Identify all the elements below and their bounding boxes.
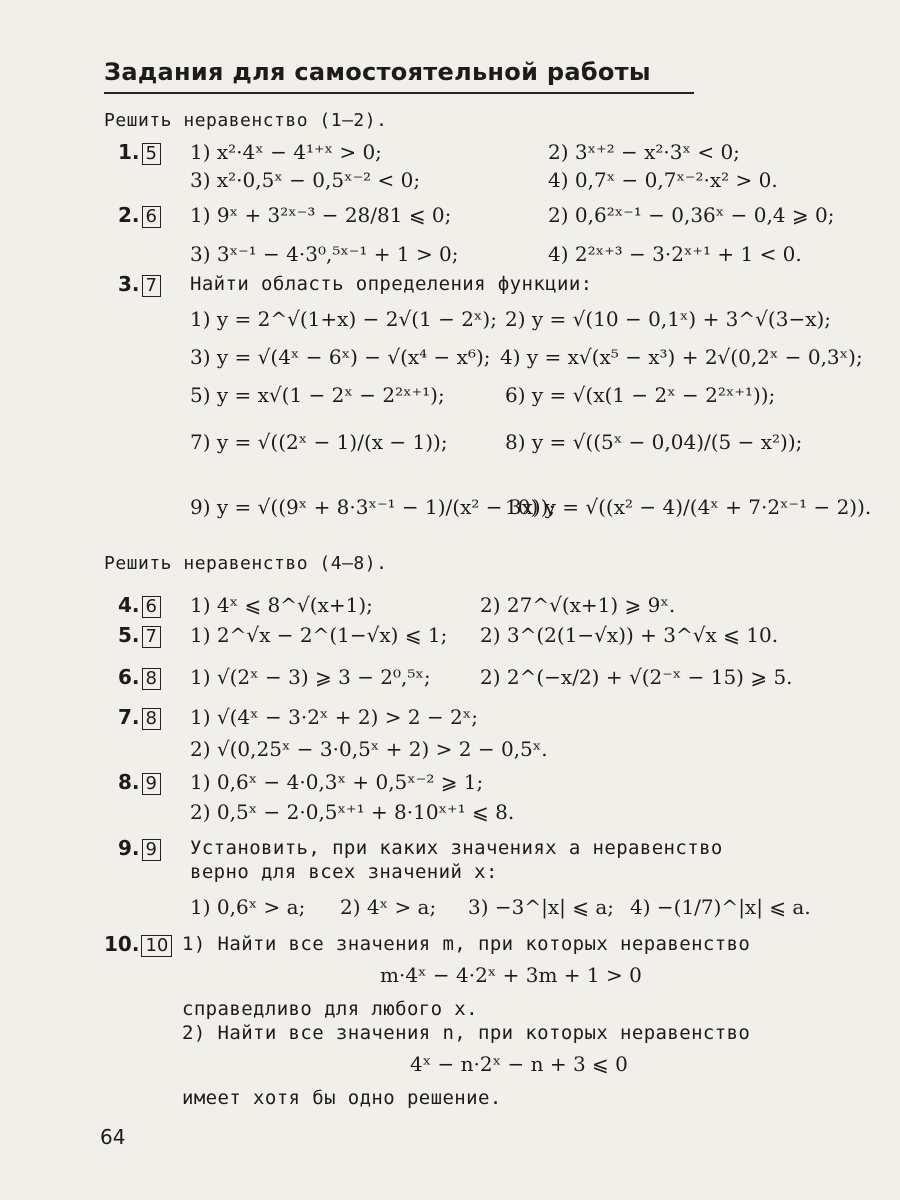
difficulty-box: 5 bbox=[142, 143, 161, 165]
problem-7-number: 7. 8 bbox=[118, 705, 161, 730]
problem-3-item-5: 5) y = x√(1 − 2ˣ − 2²ˣ⁺¹); bbox=[190, 383, 445, 407]
problem-3-item-4: 4) y = x√(x⁵ − x³) + 2√(0,2ˣ − 0,3ˣ); bbox=[500, 345, 863, 369]
difficulty-box: 8 bbox=[142, 668, 161, 690]
problem-1-item-3: 3) x²·0,5ˣ − 0,5ˣ⁻² < 0; bbox=[190, 168, 421, 192]
problem-9-item-4: 4) −(1/7)^|x| ⩽ a. bbox=[630, 895, 811, 919]
problem-2-item-1: 1) 9ˣ + 3²ˣ⁻³ − 28/81 ⩽ 0; bbox=[190, 203, 452, 227]
heading-underline bbox=[104, 92, 694, 94]
problem-3-item-6: 6) y = √(x(1 − 2ˣ − 2²ˣ⁺¹)); bbox=[505, 383, 776, 407]
problem-6-item-1: 1) √(2ˣ − 3) ⩾ 3 − 2⁰,⁵ˣ; bbox=[190, 665, 431, 689]
problem-9-item-1: 1) 0,6ˣ > a; bbox=[190, 895, 306, 919]
problem-1-item-1: 1) x²·4ˣ − 4¹⁺ˣ > 0; bbox=[190, 140, 382, 164]
problem-5-item-2: 2) 3^(2(1−√x)) + 3^√x ⩽ 10. bbox=[480, 623, 779, 647]
problem-9-number: 9. 9 bbox=[118, 836, 161, 861]
problem-2-item-3: 3) 3ˣ⁻¹ − 4·3⁰,⁵ˣ⁻¹ + 1 > 0; bbox=[190, 242, 459, 266]
problem-3-item-7: 7) y = √((2ˣ − 1)/(x − 1)); bbox=[190, 430, 448, 454]
difficulty-box: 7 bbox=[142, 626, 161, 648]
problem-4-item-1: 1) 4ˣ ⩽ 8^√(x+1); bbox=[190, 593, 373, 617]
difficulty-box: 10 bbox=[141, 935, 172, 957]
problem-9-item-2: 2) 4ˣ > a; bbox=[340, 895, 437, 919]
problem-8-item-2: 2) 0,5ˣ − 2·0,5ˣ⁺¹ + 8·10ˣ⁺¹ ⩽ 8. bbox=[190, 800, 515, 824]
problem-9-line-1: Установить, при каких значениях a неравенство bbox=[190, 837, 723, 859]
instruction-1-2: Решить неравенство (1—2). bbox=[104, 110, 388, 131]
problem-10-number: 10. 10 bbox=[104, 932, 172, 957]
problem-3-item-1: 1) y = 2^√(1+x) − 2√(1 − 2ˣ); bbox=[190, 307, 497, 331]
problem-3-item-8: 8) y = √((5ˣ − 0,04)/(5 − x²)); bbox=[505, 430, 803, 454]
page-number: 64 bbox=[100, 1125, 126, 1149]
problem-3-title: Найти область определения функции: bbox=[190, 273, 593, 295]
problem-3-item-3: 3) y = √(4ˣ − 6ˣ) − √(x⁴ − x⁶); bbox=[190, 345, 491, 369]
difficulty-box: 7 bbox=[142, 275, 161, 297]
problem-5-number: 5. 7 bbox=[118, 623, 161, 648]
problem-9-item-3: 3) −3^|x| ⩽ a; bbox=[468, 895, 615, 919]
problem-10-formula-2: 4ˣ − n·2ˣ − n + 3 ⩽ 0 bbox=[410, 1052, 628, 1076]
problem-7-item-2: 2) √(0,25ˣ − 3·0,5ˣ + 2) > 2 − 0,5ˣ. bbox=[190, 737, 548, 761]
problem-1-number: 1. 5 bbox=[118, 140, 161, 165]
difficulty-box: 6 bbox=[142, 596, 161, 618]
problem-4-item-2: 2) 27^√(x+1) ⩾ 9ˣ. bbox=[480, 593, 676, 617]
problem-4-number: 4. 6 bbox=[118, 593, 161, 618]
problem-5-item-1: 1) 2^√x − 2^(1−√x) ⩽ 1; bbox=[190, 623, 448, 647]
difficulty-box: 6 bbox=[142, 206, 161, 228]
problem-8-number: 8. 9 bbox=[118, 770, 161, 795]
problem-2-item-4: 4) 2²ˣ⁺³ − 3·2ˣ⁺¹ + 1 < 0. bbox=[548, 242, 802, 266]
difficulty-box: 8 bbox=[142, 708, 161, 730]
problem-3-item-10: 10) y = √((x² − 4)/(4ˣ + 7·2ˣ⁻¹ − 2)). bbox=[505, 495, 872, 519]
problem-8-item-1: 1) 0,6ˣ − 4·0,3ˣ + 0,5ˣ⁻² ⩾ 1; bbox=[190, 770, 484, 794]
section-heading: Задания для самостоятельной работы bbox=[104, 58, 651, 86]
problem-6-item-2: 2) 2^(−x/2) + √(2⁻ˣ − 15) ⩾ 5. bbox=[480, 665, 793, 689]
problem-10-line-3: 2) Найти все значения n, при которых неравенство bbox=[182, 1022, 751, 1044]
problem-6-number: 6. 8 bbox=[118, 665, 161, 690]
difficulty-box: 9 bbox=[142, 839, 161, 861]
problem-3-item-9: 9) y = √((9ˣ + 8·3ˣ⁻¹ − 1)/(x² − 3x)); bbox=[190, 495, 556, 519]
difficulty-box: 9 bbox=[142, 773, 161, 795]
problem-7-item-1: 1) √(4ˣ − 3·2ˣ + 2) > 2 − 2ˣ; bbox=[190, 705, 478, 729]
instruction-4-8: Решить неравенство (4—8). bbox=[104, 553, 388, 574]
problem-10-line-4: имеет хотя бы одно решение. bbox=[182, 1087, 502, 1109]
problem-1-item-4: 4) 0,7ˣ − 0,7ˣ⁻²·x² > 0. bbox=[548, 168, 778, 192]
problem-3-number: 3. 7 bbox=[118, 272, 161, 297]
problem-2-number: 2. 6 bbox=[118, 203, 161, 228]
problem-10-line-1: 1) Найти все значения m, при которых неравенство bbox=[182, 933, 751, 955]
problem-1-item-2: 2) 3ˣ⁺² − x²·3ˣ < 0; bbox=[548, 140, 740, 164]
problem-10-formula-1: m·4ˣ − 4·2ˣ + 3m + 1 > 0 bbox=[380, 963, 642, 987]
problem-9-line-2: верно для всех значений x: bbox=[190, 861, 498, 883]
problem-2-item-2: 2) 0,6²ˣ⁻¹ − 0,36ˣ − 0,4 ⩾ 0; bbox=[548, 203, 835, 227]
problem-3-item-2: 2) y = √(10 − 0,1ˣ) + 3^√(3−x); bbox=[505, 307, 832, 331]
problem-10-line-2: справедливо для любого x. bbox=[182, 998, 478, 1020]
